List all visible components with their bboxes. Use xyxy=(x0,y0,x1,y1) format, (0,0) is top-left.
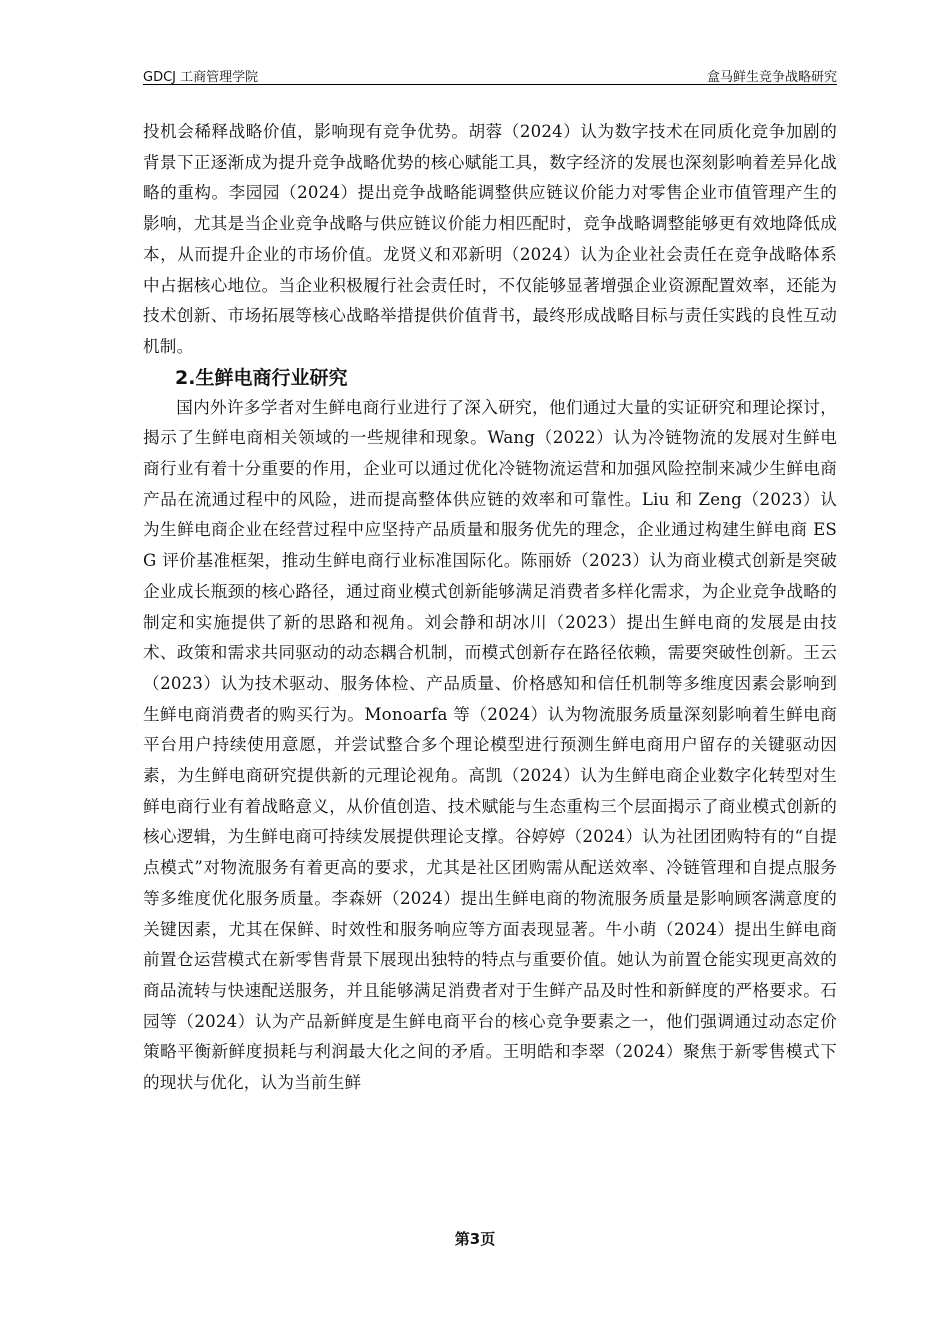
page-body xyxy=(143,117,837,1099)
paragraph-competitive-strategy: 投机会稀释战略价值，影响现有竞争优势。胡蓉（2024）认为数字技术在同质化竞争加剧的背景下正逐渐成为提升竞争战略优势的核心赋能工具，数字经济的发展也深刻影响着差异化战略的重构。李园园（2024）提出竞争战略能调整供应链议价能力对零售企业市值管理产生的影响，尤其是当企业竞争战略与供应链议价能力相匹配时，竞争战略调整能够更有效地降低成本，从而提升企业的市场价值。龙贤义和邓新明（2024）认为企业社会责任在竞争战略体系中占据核心地位。当企业积极履行社会责任时，不仅能够显著增强企业资源配置效率，还能为技术创新、市场拓展等核心战略举措提供价值背书，最终形成战略目标与责任实践的良性互动机制。 xyxy=(143,122,837,356)
page-header xyxy=(143,62,837,85)
section-heading: 2.生鲜电商行业研究 xyxy=(175,366,348,389)
page-number: 第3页 xyxy=(454,1230,496,1248)
header-institution: GDCJ 工商管理学院 xyxy=(143,70,259,85)
header-thesis-title: 盒马鲜生竞争战略研究 xyxy=(706,70,837,85)
paragraph-fresh-ecommerce: 国内外许多学者对生鲜电商行业进行了深入研究，他们通过大量的实证研究和理论探讨，揭示了生鲜电商相关领域的一些规律和现象。Wang（2022）认为冷链物流的发展对生鲜电商行业有着十分重要的作用，企业可以通过优化冷链物流运营和加强风险控制来减少生鲜电商产品在流通过程中的风险，进而提高整体供应链的效率和可靠性。Liu 和 Zeng（2023）认为生鲜电商企业在经营过程中应坚持产品质量和服务优先的理念，企业通过构建生鲜电商 ESG 评价基准框架，推动生鲜电商行业标准国际化。陈丽娇（2023）认为商业模式创新是突破企业成长瓶颈的核心路径，通过商业模式创新能够满足消费者多样化需求，为企业竞争战略的制定和实施提供了新的思路和视角。刘会静和胡冰川（2023）提出生鲜电商的发展是由技术、政策和需求共同驱动的动态耦合机制，而模式创新存在路径依赖，需要突破性创新。王云（2023）认为技术驱动、服务体检、产品质量、价格感知和信任机制等多维度因素会影响到生鲜电商消费者的购买行为。Monoarfa 等（2024）认为物流服务质量深刻影响着生鲜电商平台用户持续使用意愿，并尝试整合多个理论模型进行预测生鲜电商用户留存的关键驱动因素，为生鲜电商研究提供新的元理论视角。高凯（2024）认为生鲜电商企业数字化转型对生鲜电商行业有着战略意义，从价值创造、技术赋能与生态重构三个层面揭示了商业模式创新的核心逻辑，为生鲜电商可持续发展提供理论支撑。谷婷婷（2024）认为社团团购特有的“自提点模式”对物流服务有着更高的要求，尤其是社区团购需从配送效率、冷链管理和自提点服务等多维度优化服务质量。李森妍（2024）提出生鲜电商的物流服务质量是影响顾客满意度的关键因素，尤其在保鲜、时效性和服务响应等方面表现显著。牛小萌（2024）提出生鲜电商前置仓运营模式在新零售背景下展现出独特的特点与重要价值。她认为前置仓能实现更高效的商品流转与快速配送服务，并且能够满足消费者对于生鲜产品及时性和新鲜度的严格要求。石园等（2024）认为产品新鲜度是生鲜电商平台的核心竞争要素之一，他们强调通过动态定价策略平衡新鲜度损耗与利润最大化之间的矛盾。王明皓和李翠（2024）聚焦于新零售模式下的现状与优化，认为当前生鲜 xyxy=(143,397,837,1093)
